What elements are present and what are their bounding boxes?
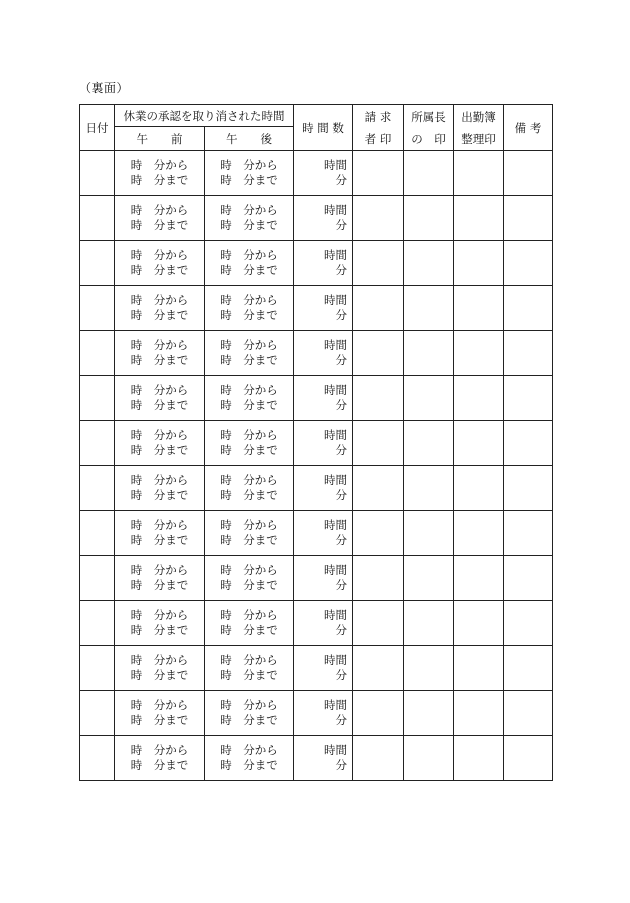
table-row (80, 466, 553, 511)
hours-cell[interactable] (294, 736, 353, 781)
attendance-seal-cell[interactable] (454, 196, 504, 241)
hours-unit-label: 時間 (324, 158, 347, 172)
am-time-cell[interactable] (115, 241, 205, 286)
table-body (80, 151, 553, 781)
pm-time-cell[interactable] (205, 556, 294, 601)
hours-unit-label: 時間 (324, 698, 347, 712)
dept-head-seal-cell[interactable] (404, 691, 454, 736)
am-time-cell[interactable] (115, 691, 205, 736)
pm-time-cell[interactable] (205, 691, 294, 736)
requester-seal-cell[interactable] (353, 376, 404, 421)
attendance-seal-cell[interactable] (454, 241, 504, 286)
date-cell[interactable] (80, 331, 115, 376)
hours-cell[interactable] (294, 421, 353, 466)
requester-seal-cell[interactable] (353, 736, 404, 781)
am-from-label: 時 分から (130, 743, 189, 757)
minutes-unit-label: 分 (335, 578, 347, 592)
am-until-label: 時 分まで (130, 308, 189, 322)
pm-time-cell[interactable] (205, 421, 294, 466)
remarks-cell[interactable] (504, 241, 553, 286)
hours-unit-label: 時間 (324, 248, 347, 262)
remarks-cell[interactable] (504, 601, 553, 646)
dept-head-seal-cell[interactable] (404, 196, 454, 241)
requester-seal-cell[interactable] (353, 241, 404, 286)
minutes-unit-label: 分 (335, 713, 347, 727)
date-cell[interactable] (80, 151, 115, 196)
pm-from-label: 時 分から (220, 338, 278, 352)
table-row (80, 646, 553, 691)
pm-until-label: 時 分まで (220, 578, 278, 592)
am-from-label: 時 分から (130, 698, 189, 712)
remarks-cell[interactable] (504, 691, 553, 736)
table-row (80, 511, 553, 556)
am-from-label: 時 分から (130, 248, 189, 262)
am-time-cell[interactable] (115, 331, 205, 376)
remarks-cell[interactable] (504, 511, 553, 556)
am-time-cell[interactable] (115, 466, 205, 511)
am-time-cell[interactable] (115, 151, 205, 196)
hours-cell[interactable] (294, 511, 353, 556)
am-time-cell[interactable] (115, 646, 205, 691)
minutes-unit-label: 分 (335, 443, 347, 457)
page-side-caption: （裏面） (79, 81, 130, 95)
pm-from-label: 時 分から (220, 383, 278, 397)
remarks-cell[interactable] (504, 556, 553, 601)
date-cell[interactable] (80, 376, 115, 421)
hours-cell[interactable] (294, 601, 353, 646)
requester-seal-header-line1: 請 求 (364, 109, 392, 124)
dept-head-seal-cell[interactable] (404, 466, 454, 511)
requester-seal-header-line2: 者 印 (364, 131, 392, 146)
pm-time-cell[interactable] (205, 511, 294, 556)
attendance-seal-cell[interactable] (454, 466, 504, 511)
hours-cell[interactable] (294, 196, 353, 241)
requester-seal-cell[interactable] (353, 466, 404, 511)
dept-head-seal-cell[interactable] (404, 376, 454, 421)
table-row (80, 331, 553, 376)
pm-from-label: 時 分から (220, 428, 278, 442)
pm-time-cell[interactable] (205, 196, 294, 241)
dept-head-seal-cell[interactable] (404, 421, 454, 466)
date-cell[interactable] (80, 241, 115, 286)
table-row (80, 691, 553, 736)
pm-time-cell[interactable] (205, 466, 294, 511)
attendance-seal-header-line2: 整理印 (461, 131, 496, 146)
date-cell[interactable] (80, 421, 115, 466)
hours-unit-label: 時間 (324, 428, 347, 442)
am-until-label: 時 分まで (130, 488, 189, 502)
pm-time-cell[interactable] (205, 601, 294, 646)
dept-head-seal-cell[interactable] (404, 511, 454, 556)
remarks-cell[interactable] (504, 151, 553, 196)
pm-time-cell[interactable] (205, 286, 294, 331)
am-time-cell[interactable] (115, 286, 205, 331)
am-until-label: 時 分まで (130, 533, 189, 547)
pm-until-label: 時 分まで (220, 398, 278, 412)
hours-unit-label: 時間 (324, 563, 347, 577)
pm-time-cell[interactable] (205, 331, 294, 376)
am-time-cell[interactable] (115, 376, 205, 421)
pm-until-label: 時 分まで (220, 218, 278, 232)
dept-head-seal-header (404, 105, 454, 151)
minutes-unit-label: 分 (335, 398, 347, 412)
pm-from-label: 時 分から (220, 698, 278, 712)
table-row (80, 151, 553, 196)
am-time-cell[interactable] (115, 736, 205, 781)
date-cell[interactable] (80, 511, 115, 556)
date-cell[interactable] (80, 691, 115, 736)
pm-time-cell[interactable] (205, 736, 294, 781)
dept-head-seal-cell[interactable] (404, 736, 454, 781)
date-cell[interactable] (80, 736, 115, 781)
requester-seal-header (353, 105, 404, 151)
am-until-label: 時 分まで (130, 713, 189, 727)
hours-cell[interactable] (294, 151, 353, 196)
am-header: 午 前 (115, 127, 205, 151)
hours-cell[interactable] (294, 241, 353, 286)
dept-head-seal-cell[interactable] (404, 286, 454, 331)
am-from-label: 時 分から (130, 473, 189, 487)
pm-from-label: 時 分から (220, 653, 278, 667)
am-until-label: 時 分まで (130, 173, 189, 187)
pm-from-label: 時 分から (220, 563, 278, 577)
pm-time-cell[interactable] (205, 376, 294, 421)
dept-head-seal-header-line2: の 印 (411, 131, 446, 146)
am-until-label: 時 分まで (130, 353, 189, 367)
am-until-label: 時 分まで (130, 218, 189, 232)
requester-seal-cell[interactable] (353, 331, 404, 376)
minutes-unit-label: 分 (335, 173, 347, 187)
am-from-label: 時 分から (130, 518, 189, 532)
hours-unit-label: 時間 (324, 338, 347, 352)
pm-from-label: 時 分から (220, 203, 278, 217)
table-row (80, 421, 553, 466)
remarks-header: 備 考 (504, 105, 553, 151)
am-from-label: 時 分から (130, 608, 189, 622)
am-from-label: 時 分から (130, 563, 189, 577)
am-until-label: 時 分まで (130, 398, 189, 412)
pm-until-label: 時 分まで (220, 443, 278, 457)
pm-until-label: 時 分まで (220, 308, 278, 322)
hours-unit-label: 時間 (324, 518, 347, 532)
pm-until-label: 時 分まで (220, 758, 278, 772)
pm-until-label: 時 分まで (220, 353, 278, 367)
table-row (80, 196, 553, 241)
attendance-seal-cell[interactable] (454, 691, 504, 736)
cancelled-time-header: 休業の承認を取り消された時間 (115, 105, 294, 127)
table-row (80, 241, 553, 286)
pm-until-label: 時 分まで (220, 623, 278, 637)
table-row (80, 601, 553, 646)
am-time-cell[interactable] (115, 511, 205, 556)
date-cell[interactable] (80, 601, 115, 646)
dept-head-seal-cell[interactable] (404, 241, 454, 286)
pm-until-label: 時 分まで (220, 713, 278, 727)
minutes-unit-label: 分 (335, 623, 347, 637)
hours-unit-label: 時間 (324, 293, 347, 307)
am-time-cell[interactable] (115, 556, 205, 601)
requester-seal-cell[interactable] (353, 646, 404, 691)
hours-cell[interactable] (294, 646, 353, 691)
attendance-seal-header (454, 105, 504, 151)
attendance-seal-cell[interactable] (454, 736, 504, 781)
leave-cancellation-table (79, 104, 553, 781)
am-from-label: 時 分から (130, 203, 189, 217)
am-time-cell[interactable] (115, 196, 205, 241)
am-until-label: 時 分まで (130, 758, 189, 772)
remarks-cell[interactable] (504, 466, 553, 511)
requester-seal-cell[interactable] (353, 601, 404, 646)
hours-cell[interactable] (294, 691, 353, 736)
table-row (80, 736, 553, 781)
pm-from-label: 時 分から (220, 743, 278, 757)
remarks-cell[interactable] (504, 736, 553, 781)
hours-unit-label: 時間 (324, 203, 347, 217)
minutes-unit-label: 分 (335, 218, 347, 232)
requester-seal-cell[interactable] (353, 511, 404, 556)
am-from-label: 時 分から (130, 428, 189, 442)
requester-seal-cell[interactable] (353, 421, 404, 466)
hours-unit-label: 時間 (324, 743, 347, 757)
pm-until-label: 時 分まで (220, 533, 278, 547)
am-time-cell[interactable] (115, 601, 205, 646)
hours-unit-label: 時間 (324, 383, 347, 397)
dept-head-seal-cell[interactable] (404, 646, 454, 691)
am-from-label: 時 分から (130, 158, 189, 172)
pm-time-cell[interactable] (205, 646, 294, 691)
attendance-seal-cell[interactable] (454, 601, 504, 646)
attendance-seal-cell[interactable] (454, 286, 504, 331)
attendance-seal-cell[interactable] (454, 556, 504, 601)
requester-seal-cell[interactable] (353, 196, 404, 241)
pm-from-label: 時 分から (220, 608, 278, 622)
minutes-unit-label: 分 (335, 308, 347, 322)
remarks-cell[interactable] (504, 376, 553, 421)
am-until-label: 時 分まで (130, 578, 189, 592)
table-row (80, 286, 553, 331)
pm-from-label: 時 分から (220, 293, 278, 307)
remarks-cell[interactable] (504, 196, 553, 241)
hours-cell[interactable] (294, 466, 353, 511)
attendance-seal-cell[interactable] (454, 331, 504, 376)
dept-head-seal-cell[interactable] (404, 331, 454, 376)
am-from-label: 時 分から (130, 653, 189, 667)
minutes-unit-label: 分 (335, 488, 347, 502)
requester-seal-cell[interactable] (353, 286, 404, 331)
hours-cell[interactable] (294, 376, 353, 421)
hours-unit-label: 時間 (324, 653, 347, 667)
attendance-seal-cell[interactable] (454, 376, 504, 421)
date-cell[interactable] (80, 286, 115, 331)
dept-head-seal-cell[interactable] (404, 151, 454, 196)
am-from-label: 時 分から (130, 338, 189, 352)
minutes-unit-label: 分 (335, 353, 347, 367)
requester-seal-cell[interactable] (353, 691, 404, 736)
attendance-seal-header-line1: 出勤簿 (461, 109, 496, 124)
pm-time-cell[interactable] (205, 241, 294, 286)
pm-from-label: 時 分から (220, 518, 278, 532)
date-cell[interactable] (80, 556, 115, 601)
minutes-unit-label: 分 (335, 758, 347, 772)
table-row (80, 556, 553, 601)
date-cell[interactable] (80, 646, 115, 691)
attendance-seal-cell[interactable] (454, 421, 504, 466)
pm-from-label: 時 分から (220, 473, 278, 487)
dept-head-seal-cell[interactable] (404, 556, 454, 601)
date-cell[interactable] (80, 196, 115, 241)
dept-head-seal-header-line1: 所属長 (411, 109, 446, 124)
am-until-label: 時 分まで (130, 623, 189, 637)
hours-header: 時 間 数 (294, 105, 353, 151)
pm-header: 午 後 (205, 127, 294, 151)
am-until-label: 時 分まで (130, 443, 189, 457)
attendance-seal-cell[interactable] (454, 511, 504, 556)
date-header: 日付 (80, 105, 115, 151)
minutes-unit-label: 分 (335, 668, 347, 682)
hours-cell[interactable] (294, 331, 353, 376)
am-until-label: 時 分まで (130, 263, 189, 277)
table-row (80, 376, 553, 421)
am-time-cell[interactable] (115, 421, 205, 466)
hours-cell[interactable] (294, 286, 353, 331)
minutes-unit-label: 分 (335, 263, 347, 277)
remarks-cell[interactable] (504, 646, 553, 691)
remarks-cell[interactable] (504, 421, 553, 466)
attendance-seal-cell[interactable] (454, 151, 504, 196)
date-cell[interactable] (80, 466, 115, 511)
remarks-cell[interactable] (504, 286, 553, 331)
pm-until-label: 時 分まで (220, 173, 278, 187)
dept-head-seal-cell[interactable] (404, 601, 454, 646)
pm-from-label: 時 分から (220, 248, 278, 262)
pm-from-label: 時 分から (220, 158, 278, 172)
hours-unit-label: 時間 (324, 608, 347, 622)
pm-until-label: 時 分まで (220, 263, 278, 277)
remarks-cell[interactable] (504, 331, 553, 376)
am-until-label: 時 分まで (130, 668, 189, 682)
requester-seal-cell[interactable] (353, 556, 404, 601)
attendance-seal-cell[interactable] (454, 646, 504, 691)
pm-time-cell[interactable] (205, 151, 294, 196)
requester-seal-cell[interactable] (353, 151, 404, 196)
pm-until-label: 時 分まで (220, 488, 278, 502)
am-from-label: 時 分から (130, 293, 189, 307)
hours-cell[interactable] (294, 556, 353, 601)
hours-unit-label: 時間 (324, 473, 347, 487)
pm-until-label: 時 分まで (220, 668, 278, 682)
am-from-label: 時 分から (130, 383, 189, 397)
minutes-unit-label: 分 (335, 533, 347, 547)
